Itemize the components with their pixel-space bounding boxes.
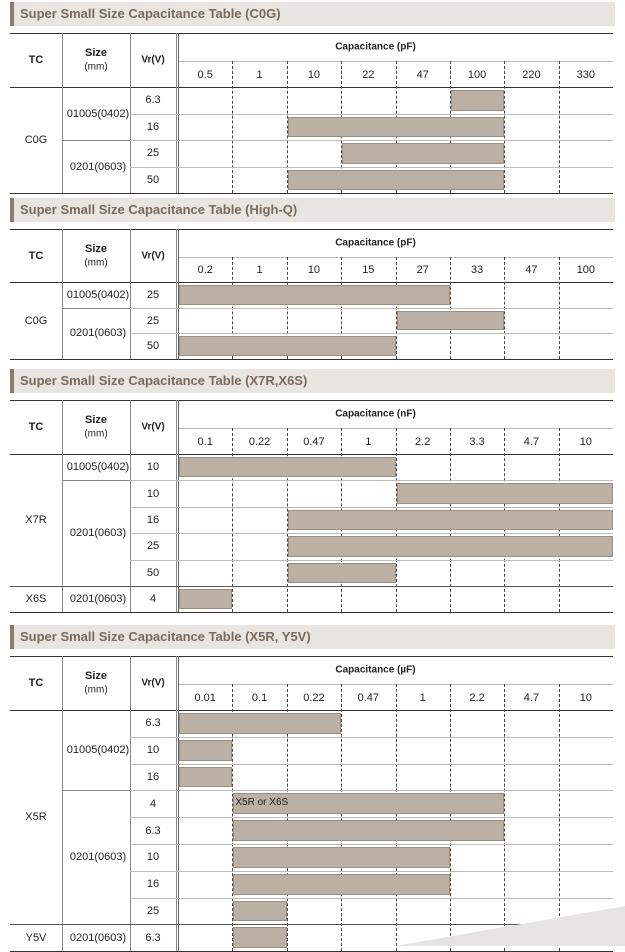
row-rule bbox=[130, 737, 613, 738]
vr-header: Vr(V) bbox=[141, 677, 165, 689]
size-group-rule bbox=[62, 790, 130, 791]
cap-column-label: 10 bbox=[307, 263, 321, 276]
vr-value: 16 bbox=[146, 514, 160, 526]
column-divider bbox=[62, 229, 63, 359]
vr-value: 25 bbox=[146, 147, 160, 160]
row-rule bbox=[130, 871, 613, 872]
capacitance-bar bbox=[179, 336, 396, 356]
capacitance-bar bbox=[179, 767, 232, 788]
cap-column-label: 27 bbox=[416, 263, 429, 276]
table-head-rule bbox=[10, 87, 613, 88]
row-rule bbox=[130, 308, 613, 309]
cap-column-label: 10 bbox=[579, 435, 592, 448]
column-divider bbox=[130, 656, 131, 951]
table-head-rule bbox=[10, 454, 613, 455]
capacitance-bar bbox=[288, 170, 505, 191]
size-header: Size bbox=[84, 47, 108, 59]
cap-column-label: 4.7 bbox=[523, 435, 540, 448]
section-header bbox=[10, 2, 615, 26]
vr-value: 10 bbox=[146, 461, 160, 474]
cap-column-label: 100 bbox=[576, 263, 595, 276]
cap-column-label: 0.5 bbox=[197, 68, 213, 81]
section-title: Super Small Size Capacitance Table (C0G) bbox=[20, 6, 281, 21]
section-title: Super Small Size Capacitance Table (High-Q) bbox=[20, 202, 298, 217]
size-value: 0201(0603) bbox=[69, 527, 127, 540]
vr-value: 25 bbox=[146, 288, 160, 301]
cap-column-label: 0.22 bbox=[303, 691, 325, 704]
table-top-rule bbox=[10, 400, 613, 401]
table-bottom-rule bbox=[10, 193, 613, 194]
row-rule bbox=[130, 844, 613, 845]
vr-value: 50 bbox=[146, 340, 160, 353]
row-rule bbox=[130, 764, 613, 765]
size-value: 0201(0603) bbox=[69, 593, 127, 606]
vr-value: 16 bbox=[146, 878, 160, 891]
vr-value: 50 bbox=[146, 173, 160, 186]
cap-column-label: 100 bbox=[467, 68, 487, 81]
cap-column-label: 0.01 bbox=[194, 691, 216, 704]
tc-header: TC bbox=[28, 249, 44, 262]
capacitance-bar bbox=[179, 740, 232, 761]
row-rule bbox=[130, 167, 613, 168]
cap-column-label: 0.47 bbox=[303, 435, 325, 448]
vr-value: 16 bbox=[146, 120, 160, 133]
cap-column-divider bbox=[232, 428, 233, 612]
cap-column-divider bbox=[232, 61, 233, 193]
cap-column-label: 3.3 bbox=[469, 435, 485, 448]
table-bottom-rule bbox=[10, 359, 613, 360]
capacitance-bar bbox=[288, 563, 396, 583]
size-header: Size bbox=[84, 242, 108, 255]
tc-header: TC bbox=[28, 677, 44, 689]
row-rule bbox=[130, 898, 613, 899]
column-divider bbox=[130, 229, 131, 359]
size-unit: (mm) bbox=[84, 61, 108, 73]
row-rule bbox=[130, 140, 613, 141]
vr-value: 10 bbox=[146, 487, 160, 500]
cap-column-divider bbox=[504, 61, 505, 193]
cap-column-label: 15 bbox=[362, 263, 375, 276]
tc-value: C0G bbox=[24, 134, 48, 146]
capacitance-table bbox=[10, 33, 613, 193]
cap-column-label: 2.2 bbox=[415, 435, 431, 448]
cap-column-label: 1 bbox=[365, 435, 372, 448]
cap-column-label: 220 bbox=[522, 68, 541, 81]
vr-value: 25 bbox=[146, 540, 160, 553]
vr-value: 6.3 bbox=[145, 94, 161, 107]
vr-value: 25 bbox=[146, 314, 160, 327]
vr-value: 50 bbox=[146, 566, 160, 579]
row-rule bbox=[130, 507, 613, 508]
vr-value: 4 bbox=[149, 593, 157, 606]
capacitance-table bbox=[10, 229, 613, 359]
vr-value: 6.3 bbox=[145, 717, 161, 730]
size-unit: (mm) bbox=[84, 257, 108, 268]
capacitance-bar bbox=[233, 847, 450, 868]
cap-column-label: 33 bbox=[470, 263, 484, 276]
cap-column-label: 0.2 bbox=[197, 263, 213, 276]
row-rule bbox=[130, 560, 613, 561]
cap-column-label: 4.7 bbox=[523, 691, 540, 704]
bar-note: X5R or X6S bbox=[235, 796, 289, 808]
size-value: 0201(0603) bbox=[69, 160, 127, 173]
tc-value: X6S bbox=[25, 593, 47, 606]
capacitance-bar bbox=[179, 713, 341, 734]
table-head-rule bbox=[10, 282, 613, 283]
capacitance-bar bbox=[233, 927, 286, 948]
vr-value: 10 bbox=[146, 851, 160, 864]
vr-header: Vr(V) bbox=[141, 250, 165, 261]
cap-column-label: 22 bbox=[362, 68, 375, 81]
table-head-rule bbox=[10, 710, 613, 711]
row-rule bbox=[130, 114, 613, 115]
column-divider bbox=[62, 33, 63, 193]
capacitance-bar bbox=[288, 536, 613, 556]
capacitance-bar bbox=[179, 589, 232, 609]
section-header bbox=[10, 198, 615, 222]
tc-value: Y5V bbox=[25, 931, 47, 944]
capacitance-bar bbox=[233, 874, 450, 895]
cap-column-label: 0.22 bbox=[248, 435, 271, 448]
cap-column-label: 47 bbox=[416, 68, 429, 81]
cap-column-label: 0.47 bbox=[357, 691, 380, 704]
column-divider bbox=[176, 656, 177, 951]
size-header: Size bbox=[84, 670, 108, 682]
row-rule bbox=[130, 333, 613, 334]
capacitance-bar bbox=[288, 510, 613, 530]
row-rule bbox=[130, 817, 613, 818]
section-title: Super Small Size Capacitance Table (X5R, Y5V) bbox=[20, 629, 311, 644]
vr-header: Vr(V) bbox=[141, 54, 165, 66]
column-divider bbox=[62, 656, 63, 951]
size-value: 0201(0603) bbox=[69, 327, 127, 340]
cap-column-label: 47 bbox=[525, 263, 538, 276]
vr-value: 6.3 bbox=[145, 824, 161, 837]
cap-column-label: 10 bbox=[307, 68, 321, 81]
cap-column-label: 1 bbox=[419, 691, 426, 704]
table-top-rule bbox=[10, 229, 613, 230]
size-group-rule bbox=[62, 480, 130, 481]
capacitance-bar bbox=[397, 311, 505, 331]
row-rule bbox=[130, 533, 613, 534]
size-header: Size bbox=[84, 414, 108, 426]
size-value: 01005(0402) bbox=[66, 461, 130, 474]
vr-value: 25 bbox=[146, 905, 160, 917]
table-top-rule bbox=[10, 656, 613, 657]
capacitance-bar bbox=[451, 90, 504, 111]
table-top-rule bbox=[10, 33, 613, 34]
capacitance-bar bbox=[179, 285, 450, 305]
cap-column-label: 2.2 bbox=[469, 691, 485, 704]
row-rule bbox=[130, 480, 613, 481]
size-value: 0201(0603) bbox=[69, 931, 127, 944]
cap-column-label: 10 bbox=[579, 691, 592, 704]
vr-header: Vr(V) bbox=[141, 421, 165, 433]
capacitance-bar bbox=[342, 143, 504, 164]
cap-area-left bbox=[178, 656, 179, 951]
capacitance-table bbox=[10, 400, 613, 612]
size-group-rule bbox=[62, 140, 130, 141]
vr-value: 4 bbox=[149, 797, 157, 810]
section-title: Super Small Size Capacitance Table (X7R,X6S) bbox=[20, 373, 308, 388]
tc-value: C0G bbox=[24, 314, 48, 327]
size-value: 01005(0402) bbox=[66, 288, 130, 301]
size-value: 01005(0402) bbox=[66, 107, 130, 120]
tc-group-rule bbox=[10, 586, 613, 587]
vr-value: 16 bbox=[146, 771, 160, 783]
cap-column-label: 0.1 bbox=[251, 691, 268, 704]
cap-column-label: 1 bbox=[256, 263, 263, 276]
cap-column-label: 1 bbox=[256, 68, 263, 81]
size-unit: (mm) bbox=[84, 684, 108, 696]
tc-value: X7R bbox=[25, 514, 47, 526]
capacitance-bar bbox=[397, 483, 614, 503]
cap-column-label: 0.1 bbox=[197, 435, 213, 448]
size-value: 0201(0603) bbox=[69, 851, 127, 864]
section-header bbox=[10, 625, 615, 649]
column-divider bbox=[62, 400, 63, 612]
section-header bbox=[10, 369, 615, 393]
capacitance-header: Capacitance (pF) bbox=[335, 237, 416, 249]
capacitance-bar bbox=[288, 117, 505, 138]
tc-header: TC bbox=[28, 54, 44, 66]
tc-header: TC bbox=[28, 421, 44, 433]
row-rule bbox=[130, 790, 613, 791]
cap-column-divider bbox=[559, 61, 560, 193]
size-group-rule bbox=[62, 308, 130, 309]
capacitance-bar bbox=[233, 820, 504, 841]
capacitance-bar bbox=[179, 457, 396, 477]
capacitance-header: Capacitance (µF) bbox=[335, 664, 416, 676]
cap-column-label: 330 bbox=[576, 68, 595, 81]
capacitance-header: Capacitance (nF) bbox=[335, 408, 416, 420]
table-bottom-rule bbox=[10, 612, 613, 613]
tc-value: X5R bbox=[25, 811, 47, 824]
column-divider bbox=[176, 229, 177, 359]
corner-decoration bbox=[395, 906, 625, 946]
size-value: 01005(0402) bbox=[66, 744, 130, 757]
capacitance-header: Capacitance (pF) bbox=[335, 41, 416, 53]
vr-value: 10 bbox=[146, 744, 160, 757]
size-unit: (mm) bbox=[84, 428, 108, 440]
capacitance-bar bbox=[233, 901, 286, 922]
vr-value: 6.3 bbox=[145, 931, 161, 944]
